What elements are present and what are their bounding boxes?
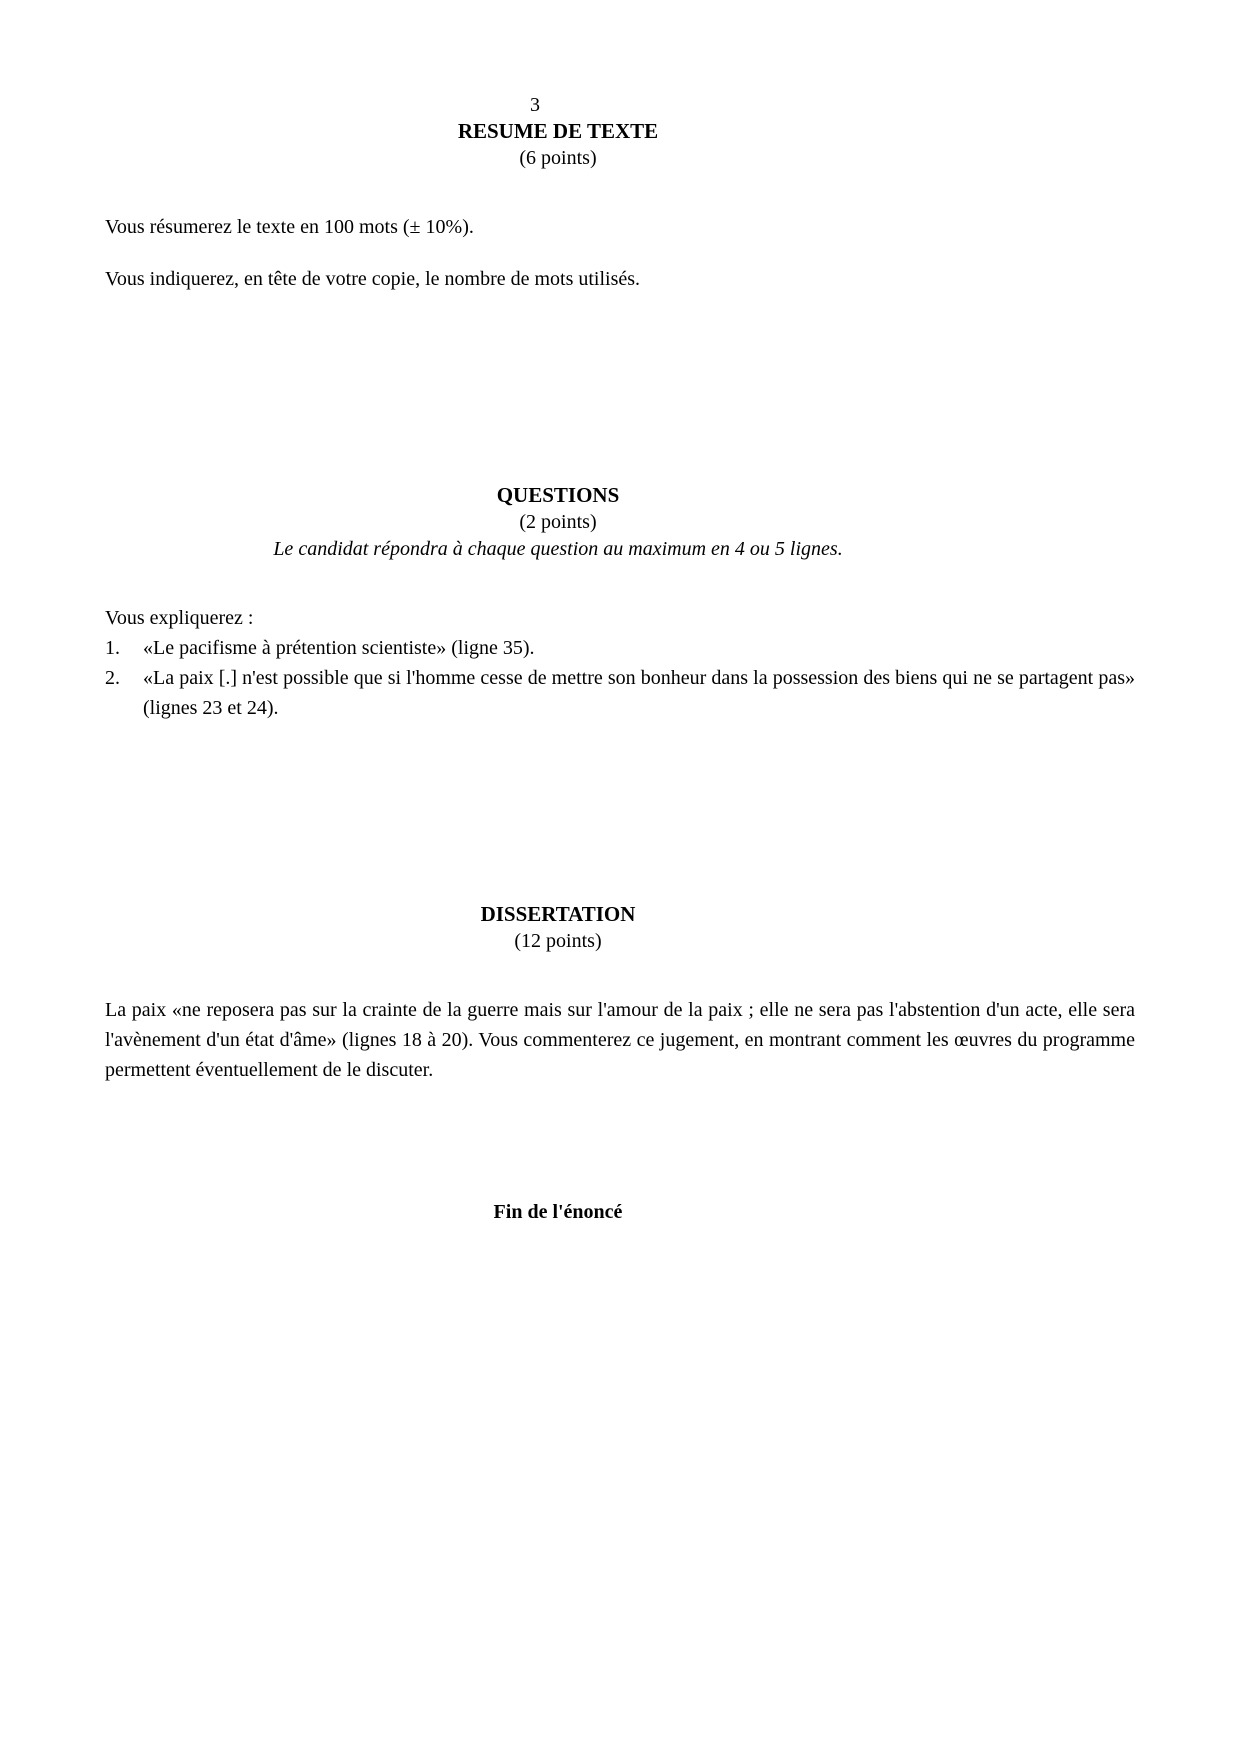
spacer — [105, 955, 1135, 995]
list-item — [105, 633, 1135, 663]
questions-intro: Vous expliquerez : — [105, 607, 254, 629]
dissertation-section-points: (12 points) — [514, 930, 602, 952]
resume-section-points: (6 points) — [519, 147, 597, 169]
resume-section-title: RESUME DE TEXTE — [457, 119, 659, 143]
list-item-number: 2. — [105, 667, 120, 689]
end-of-statement: Fin de l'énoncé — [493, 1201, 623, 1223]
questions-section-points: (2 points) — [519, 511, 597, 533]
resume-instruction-1: Vous résumerez le texte en 100 mots (± 10%). — [105, 216, 474, 238]
list-item-text: «Le pacifisme à prétention scientiste» (ligne 35). — [143, 637, 535, 659]
questions-section-title: QUESTIONS — [496, 483, 620, 507]
spacer — [105, 723, 1135, 901]
questions-list — [105, 633, 1135, 723]
list-item-text: «La paix [.] n'est possible que si l'homme cesse de mettre son bonheur dans la possession des biens qui ne se partagent pas» (lignes 23 et 24). — [143, 667, 1135, 719]
spacer — [105, 563, 1135, 603]
list-item — [105, 663, 1135, 723]
spacer — [105, 294, 1135, 482]
spacer — [105, 172, 1135, 212]
resume-instruction-2: Vous indiquerez, en tête de votre copie, le nombre de mots utilisés. — [105, 268, 641, 290]
dissertation-body: La paix «ne reposera pas sur la crainte de la guerre mais sur l'amour de la paix ; elle ne sera pas l'abstention d'un acte, elle sera l'avènement d'un état d'âme» (lignes 18 à 20). Vous commenterez ce jugement, en montrant comment les œuvres du programme permettent éventuellement de le discuter. — [105, 999, 1135, 1081]
dissertation-section-title: DISSERTATION — [480, 902, 636, 926]
questions-note: Le candidat répondra à chaque question au maximum en 4 ou 5 lignes. — [273, 538, 843, 560]
page-number: 3 — [530, 94, 540, 116]
spacer — [105, 242, 1135, 264]
list-item-number: 1. — [105, 637, 120, 659]
spacer — [105, 1085, 1135, 1197]
